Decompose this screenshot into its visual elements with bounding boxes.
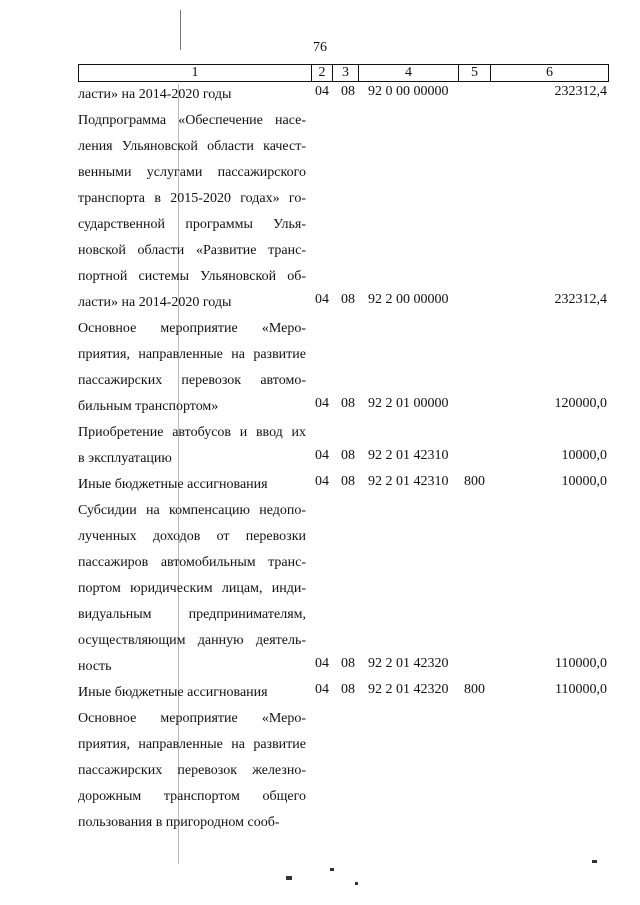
subsection-code: 08	[341, 292, 355, 307]
description-line: венными услугами пассажирского	[78, 165, 306, 180]
page-number: 76	[313, 40, 327, 55]
expense-type-code: 800	[464, 474, 485, 489]
description-line: приятия, направленные на развитие	[78, 737, 306, 752]
row-codes	[78, 810, 609, 836]
row-codes	[78, 290, 609, 316]
subsection-code: 08	[341, 656, 355, 671]
description-line: Иные бюджетные ассигнования	[78, 685, 268, 700]
target-article-code: 92 0 00 00000	[368, 84, 449, 99]
description-line: портной системы Ульяновской об-	[78, 269, 306, 284]
amount: 232312,4	[554, 84, 607, 99]
amount: 232312,4	[554, 292, 607, 307]
section-code: 04	[315, 292, 329, 307]
description-line: лученных доходов от перевозки	[78, 529, 306, 544]
description-line: Основное мероприятие «Меро-	[78, 321, 306, 336]
table-row	[78, 472, 609, 498]
target-article-code: 92 2 00 00000	[368, 292, 449, 307]
table-row	[78, 706, 609, 836]
description-line: дорожным транспортом общего	[78, 789, 306, 804]
section-code: 04	[315, 396, 329, 411]
scan-artifact-dot	[330, 868, 334, 871]
description-line: ласти» на 2014-2020 годы	[78, 87, 232, 102]
amount: 10000,0	[561, 448, 607, 463]
subsection-code: 08	[341, 682, 355, 697]
amount: 120000,0	[554, 396, 607, 411]
target-article-code: 92 2 01 00000	[368, 396, 449, 411]
subsection-code: 08	[341, 474, 355, 489]
description-line: ность	[78, 659, 112, 674]
row-codes	[78, 472, 609, 498]
header-col-5: 5	[459, 65, 491, 81]
table-row	[78, 420, 609, 472]
description-line: приятия, направленные на развитие	[78, 347, 306, 362]
table-row	[78, 108, 609, 316]
table-row	[78, 498, 609, 680]
description-line: ления Ульяновской области качест-	[78, 139, 306, 154]
table-row	[78, 680, 609, 706]
table-row	[78, 82, 609, 108]
row-codes	[78, 394, 609, 420]
description-line: транспорта в 2015-2020 годах» го-	[78, 191, 306, 206]
row-codes	[78, 654, 609, 680]
amount: 110000,0	[555, 682, 607, 697]
table-header-row	[78, 64, 609, 82]
description-line: бильным транспортом»	[78, 399, 219, 414]
section-code: 04	[315, 682, 329, 697]
section-code: 04	[315, 448, 329, 463]
description-line: осуществляющим данную деятель-	[78, 633, 306, 648]
row-codes	[78, 446, 609, 472]
amount: 10000,0	[561, 474, 607, 489]
description-line: видуальным предпринимателям,	[78, 607, 306, 622]
description-line: Основное мероприятие «Меро-	[78, 711, 306, 726]
amount: 110000,0	[555, 656, 607, 671]
description-line: Иные бюджетные ассигнования	[78, 477, 268, 492]
table-body	[78, 82, 609, 836]
description-line: в эксплуатацию	[78, 451, 172, 466]
row-codes	[78, 680, 609, 706]
description-line: сударственной программы Улья-	[78, 217, 306, 232]
table-row	[78, 316, 609, 420]
description-line: Подпрограмма «Обеспечение насе-	[78, 113, 306, 128]
header-col-3: 3	[333, 65, 359, 81]
section-code: 04	[315, 84, 329, 99]
description-line: пассажирских перевозок автомо-	[78, 373, 306, 388]
header-col-6: 6	[546, 65, 553, 80]
scan-artifact-dot	[592, 860, 597, 863]
description-line: ласти» на 2014-2020 годы	[78, 295, 232, 310]
description-line: пассажирских перевозок железно-	[78, 763, 306, 778]
row-description	[78, 498, 306, 680]
target-article-code: 92 2 01 42310	[368, 474, 449, 489]
scan-artifact-dot	[355, 882, 358, 885]
description-line: портом юридическим лицам, инди-	[78, 581, 306, 596]
target-article-code: 92 2 01 42320	[368, 656, 449, 671]
target-article-code: 92 2 01 42310	[368, 448, 449, 463]
subsection-code: 08	[341, 396, 355, 411]
description-line: Субсидии на компенсацию недопо-	[78, 503, 306, 518]
section-code: 04	[315, 474, 329, 489]
row-codes	[78, 82, 609, 108]
header-col-4: 4	[359, 65, 459, 81]
row-description	[78, 108, 306, 316]
header-col-1: 1	[79, 65, 312, 81]
subsection-code: 08	[341, 448, 355, 463]
header-col-2: 2	[312, 65, 333, 81]
description-line: пользования в пригородном сооб-	[78, 815, 280, 830]
description-line: новской области «Развитие транс-	[78, 243, 306, 258]
section-code: 04	[315, 656, 329, 671]
subsection-code: 08	[341, 84, 355, 99]
description-line: Приобретение автобусов и ввод их	[78, 425, 306, 440]
scan-artifact-dot	[286, 876, 292, 880]
target-article-code: 92 2 01 42320	[368, 682, 449, 697]
description-line: пассажиров автомобильным транс-	[78, 555, 306, 570]
expense-type-code: 800	[464, 682, 485, 697]
